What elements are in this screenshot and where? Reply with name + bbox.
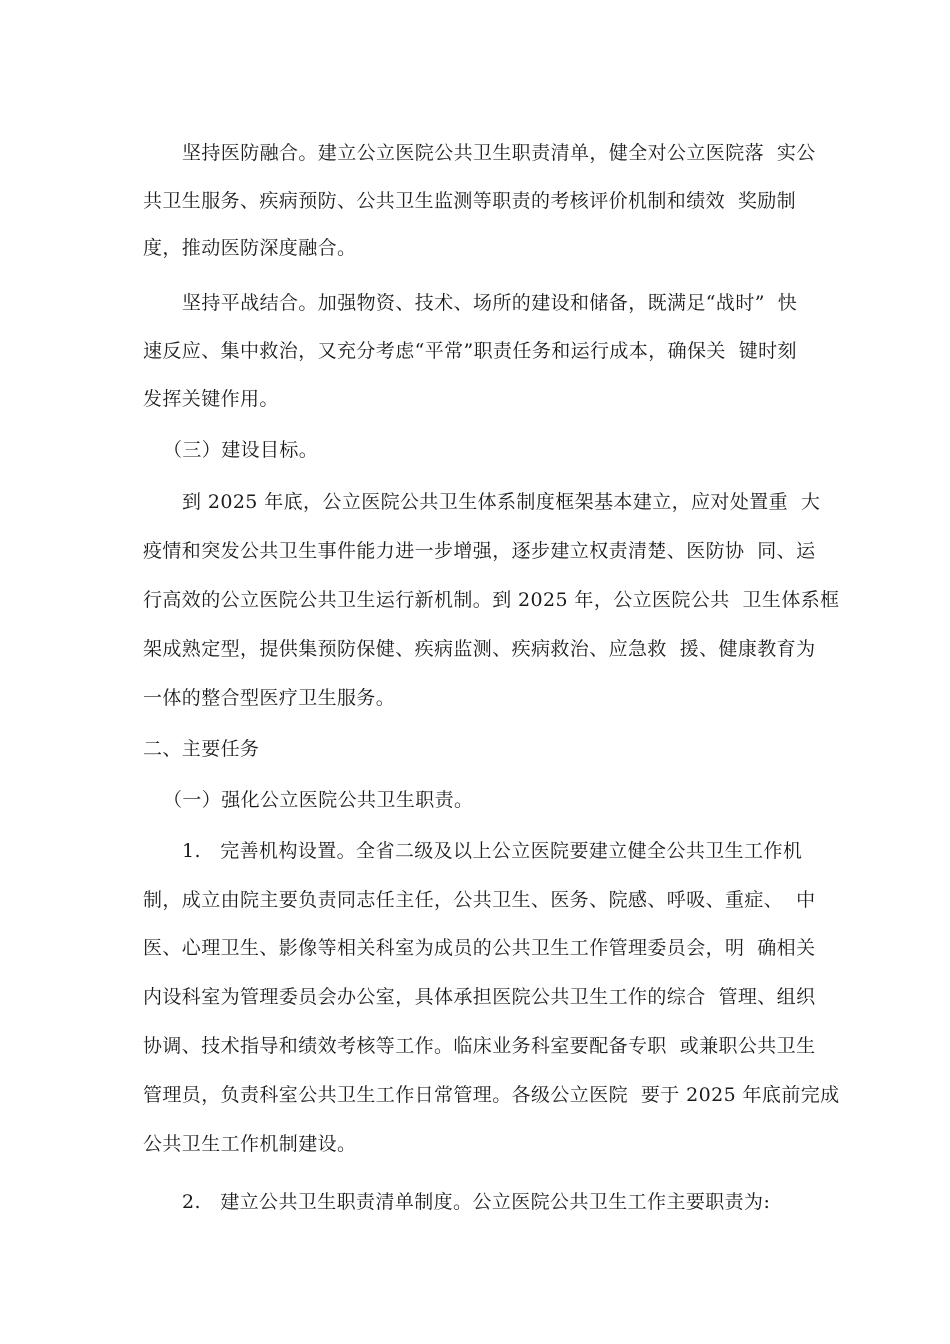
heading-strengthen: （一）强化公立医院公共卫生职责。 <box>163 789 474 811</box>
para-goals-line-4: 架成熟定型，提供集预防保健、疾病监测、疾病救治、应急救 援、健康教育为 <box>143 638 816 660</box>
task-1-line-3: 医、心理卫生、影像等相关科室为成员的公共卫生工作管理委员会，明 确相关 <box>143 937 816 959</box>
task-1-line-1: 1. 完善机构设置。全省二级及以上公立医院要建立健全公共卫生工作机 <box>182 840 803 862</box>
heading-main-tasks: 二、主要任务 <box>143 738 260 760</box>
para-peace-war-line-2: 速反应、集中救治，又充分考虑“平常”职责任务和运行成本，确保关 键时刻 <box>143 340 797 362</box>
task-1-line-5: 协调、技术指导和绩效考核等工作。临床业务科室要配备专职 或兼职公共卫生 <box>143 1035 816 1057</box>
para-peace-war-line-3: 发挥关键作用。 <box>143 388 279 410</box>
task-1-line-7: 公共卫生工作机制建设。 <box>143 1133 357 1155</box>
para-integration-line-2: 共卫生服务、疾病预防、公共卫生监测等职责的考核评价机制和绩效 奖励制 <box>143 190 797 212</box>
para-goals-line-2: 疫情和突发公共卫生事件能力进一步增强，逐步建立权责清楚、医防协 同、运 <box>143 540 816 562</box>
task-1-line-2: 制，成立由院主要负责同志任主任，公共卫生、医务、院感、呼吸、重症、 中 <box>143 889 816 911</box>
task-2-line-1: 2. 建立公共卫生职责清单制度。公立医院公共卫生工作主要职责为: <box>182 1191 771 1213</box>
para-goals-line-3: 行高效的公立医院公共卫生运行新机制。到 2025 年，公立医院公共 卫生体系框 <box>143 589 840 611</box>
heading-goals: （三）建设目标。 <box>163 439 319 461</box>
para-integration-line-3: 度，推动医防深度融合。 <box>143 237 357 259</box>
para-integration-line-1: 坚持医防融合。建立公立医院公共卫生职责清单，健全对公立医院落 实公 <box>182 142 816 164</box>
task-1-line-4: 内设科室为管理委员会办公室，具体承担医院公共卫生工作的综合 管理、组织 <box>143 986 816 1008</box>
para-goals-line-1: 到 2025 年底，公立医院公共卫生体系制度框架基本建立，应对处置重 大 <box>182 491 821 513</box>
task-1-line-6: 管理员，负责科室公共卫生工作日常管理。各级公立医院 要于 2025 年底前完成 <box>143 1084 840 1106</box>
para-peace-war-line-1: 坚持平战结合。加强物资、技术、场所的建设和储备，既满足“战时” 快 <box>182 292 798 314</box>
para-goals-line-5: 一体的整合型医疗卫生服务。 <box>143 687 396 709</box>
